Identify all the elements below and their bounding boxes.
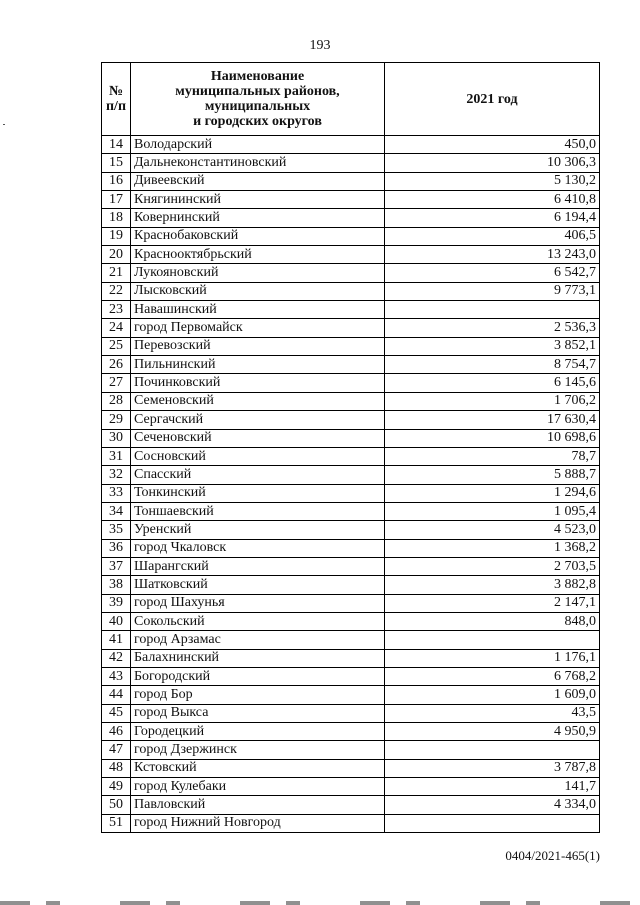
row-number: 15 [102,154,131,172]
row-number: 24 [102,319,131,337]
table-body [102,136,600,833]
table-row [102,557,600,575]
row-value: 2 536,3 [385,319,600,337]
row-name: Тоншаевский [131,502,385,520]
row-name: Краснобаковский [131,227,385,245]
row-name: Дальнеконстантиновский [131,154,385,172]
row-value: 2 147,1 [385,594,600,612]
table-row [102,227,600,245]
row-value: 8 754,7 [385,356,600,374]
row-name: Дивеевский [131,172,385,190]
document-code: 0404/2021-465(1) [505,848,600,863]
row-value: 3 882,8 [385,576,600,594]
table-row [102,136,600,154]
row-name: Кстовский [131,759,385,777]
row-value: 450,0 [385,136,600,154]
row-number: 25 [102,337,131,355]
row-number: 36 [102,539,131,557]
table-row [102,356,600,374]
row-number: 49 [102,778,131,796]
row-name: Княгининский [131,191,385,209]
table-row [102,411,600,429]
table-row [102,759,600,777]
row-value: 406,5 [385,227,600,245]
row-number: 47 [102,741,131,759]
header-number-abbr: п/п [105,99,127,114]
header-name-line: муниципальных [204,99,311,114]
row-number: 18 [102,209,131,227]
row-number: 42 [102,649,131,667]
table-row [102,209,600,227]
row-value: 4 950,9 [385,723,600,741]
header-name-line: и городских округов [193,114,322,129]
row-name: город Чкаловск [131,539,385,557]
header-year: 2021 год [385,63,600,136]
row-number: 14 [102,136,131,154]
row-name: город Выкса [131,704,385,722]
row-number: 27 [102,374,131,392]
header-name [131,63,385,136]
row-name: Богородский [131,667,385,685]
row-number: 32 [102,466,131,484]
row-value: 6 410,8 [385,191,600,209]
row-name: Городецкий [131,723,385,741]
row-number: 29 [102,411,131,429]
scan-edge [0,901,640,905]
row-value [385,741,600,759]
row-value: 3 852,1 [385,337,600,355]
table-row [102,466,600,484]
table-row [102,521,600,539]
row-name: Сокольский [131,612,385,630]
table-row [102,172,600,190]
row-name: Сеченовский [131,429,385,447]
table-row [102,704,600,722]
table-row [102,723,600,741]
header-name-line: Наименование [210,69,305,84]
table-row [102,392,600,410]
row-name: Володарский [131,136,385,154]
table-row [102,191,600,209]
row-name: Краснооктябрьский [131,246,385,264]
allocation-table [101,62,600,833]
table-row [102,612,600,630]
row-name: город Арзамас [131,631,385,649]
row-number: 31 [102,447,131,465]
row-name: Спасский [131,466,385,484]
row-value: 4 334,0 [385,796,600,814]
row-value: 848,0 [385,612,600,630]
row-value: 43,5 [385,704,600,722]
row-value: 5 888,7 [385,466,600,484]
row-name: Шатковский [131,576,385,594]
table-header-row [102,63,600,136]
page-number: 193 [309,38,331,53]
row-name: город Дзержинск [131,741,385,759]
row-name: город Первомайск [131,319,385,337]
header-number-sign: № [108,84,124,99]
row-number: 22 [102,282,131,300]
row-value: 78,7 [385,447,600,465]
table-row [102,484,600,502]
row-name: Навашинский [131,301,385,319]
row-number: 48 [102,759,131,777]
table-row [102,301,600,319]
row-number: 34 [102,502,131,520]
row-value: 1 294,6 [385,484,600,502]
row-value: 6 194,4 [385,209,600,227]
table-row [102,154,600,172]
table-row [102,319,600,337]
row-name: город Кулебаки [131,778,385,796]
row-number: 37 [102,557,131,575]
row-value [385,301,600,319]
header-name-line: муниципальных районов, [175,84,340,99]
row-name: Семеновский [131,392,385,410]
table-row [102,778,600,796]
row-value: 1 095,4 [385,502,600,520]
table-row [102,429,600,447]
row-value: 10 306,3 [385,154,600,172]
table-row [102,814,600,832]
row-number: 51 [102,814,131,832]
row-number: 40 [102,612,131,630]
row-number: 23 [102,301,131,319]
table-row [102,631,600,649]
row-value [385,631,600,649]
row-number: 41 [102,631,131,649]
table-row [102,282,600,300]
row-value: 4 523,0 [385,521,600,539]
row-value: 5 130,2 [385,172,600,190]
table-row [102,686,600,704]
row-number: 46 [102,723,131,741]
row-name: Лысковский [131,282,385,300]
row-number: 19 [102,227,131,245]
row-number: 30 [102,429,131,447]
table-row [102,502,600,520]
row-number: 28 [102,392,131,410]
row-value: 1 609,0 [385,686,600,704]
row-value: 6 768,2 [385,667,600,685]
row-name: Пильнинский [131,356,385,374]
row-number: 43 [102,667,131,685]
row-number: 33 [102,484,131,502]
row-name: Починковский [131,374,385,392]
table-row [102,246,600,264]
row-value: 141,7 [385,778,600,796]
table-row [102,264,600,282]
table-row [102,796,600,814]
row-name: Уренский [131,521,385,539]
row-name: Тонкинский [131,484,385,502]
row-value: 6 542,7 [385,264,600,282]
table-row [102,374,600,392]
row-number: 26 [102,356,131,374]
row-value: 13 243,0 [385,246,600,264]
row-value: 1 706,2 [385,392,600,410]
margin-mark [3,124,5,125]
row-value: 1 368,2 [385,539,600,557]
table-row [102,667,600,685]
header-number [102,63,131,136]
row-number: 45 [102,704,131,722]
row-value [385,814,600,832]
row-name: город Бор [131,686,385,704]
row-value: 17 630,4 [385,411,600,429]
table-row [102,741,600,759]
row-name: Перевозский [131,337,385,355]
table-row [102,447,600,465]
row-value: 2 703,5 [385,557,600,575]
row-number: 17 [102,191,131,209]
row-number: 21 [102,264,131,282]
row-number: 38 [102,576,131,594]
row-number: 16 [102,172,131,190]
row-number: 50 [102,796,131,814]
row-name: Павловский [131,796,385,814]
table-row [102,594,600,612]
row-value: 3 787,8 [385,759,600,777]
table-row [102,337,600,355]
row-number: 39 [102,594,131,612]
row-number: 20 [102,246,131,264]
row-name: Шарангский [131,557,385,575]
row-name: Ковернинский [131,209,385,227]
row-name: Сосновский [131,447,385,465]
row-value: 9 773,1 [385,282,600,300]
table-row [102,539,600,557]
row-name: Сергачский [131,411,385,429]
row-number: 35 [102,521,131,539]
table-row [102,649,600,667]
row-name: город Нижний Новгород [131,814,385,832]
table-row [102,576,600,594]
row-name: Лукояновский [131,264,385,282]
row-value: 6 145,6 [385,374,600,392]
row-name: Балахнинский [131,649,385,667]
row-name: город Шахунья [131,594,385,612]
row-value: 10 698,6 [385,429,600,447]
row-value: 1 176,1 [385,649,600,667]
row-number: 44 [102,686,131,704]
